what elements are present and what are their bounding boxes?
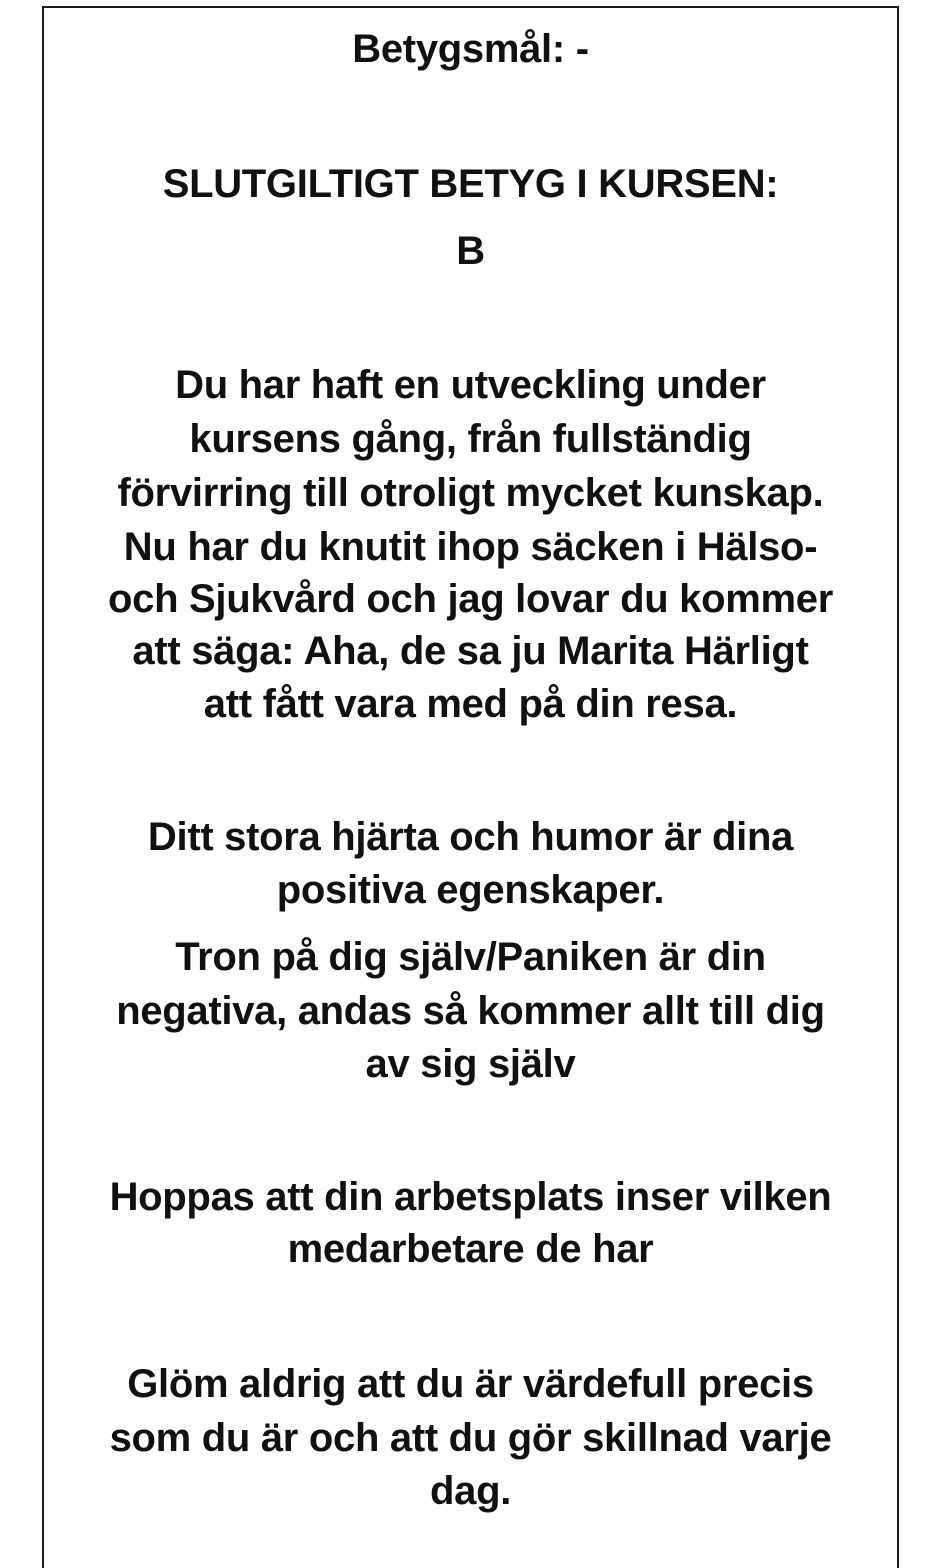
paragraph-1-line: och Sjukvård och jag lovar du kommer	[108, 577, 833, 621]
paragraph-1-line: förvirring till otroligt mycket kunskap.	[117, 471, 824, 515]
paragraph-1-line: kursens gång, från fullständig	[189, 417, 752, 461]
final-grade-value: B	[456, 229, 485, 273]
final-grade-heading: SLUTGILTIGT BETYG I KURSEN:	[162, 162, 779, 206]
paragraph-2-line: positiva egenskaper.	[276, 868, 665, 912]
paragraph-3-line: av sig själv	[365, 1042, 576, 1086]
paragraph-1-line: att säga: Aha, de sa ju Marita Härligt	[132, 629, 809, 673]
paragraph-3-line: Tron på dig själv/Paniken är din	[175, 935, 766, 979]
paragraph-1-line: att fått vara med på din resa.	[203, 682, 738, 726]
grade-goal: Betygsmål: -	[352, 27, 589, 71]
paragraph-1-line: Nu har du knutit ihop säcken i Hälso-	[123, 525, 818, 569]
paragraph-4-line: Hoppas att din arbetsplats inser vilken	[109, 1175, 832, 1219]
paragraph-4-line: medarbetare de har	[287, 1227, 654, 1271]
paragraph-2-line: Ditt stora hjärta och humor är dina	[147, 815, 794, 859]
paragraph-5-line: som du är och att du gör skillnad varje	[109, 1416, 832, 1460]
paragraph-3-line: negativa, andas så kommer allt till dig	[116, 989, 825, 1033]
paragraph-5-line: Glöm aldrig att du är värdefull precis	[127, 1362, 814, 1406]
paragraph-5-line: dag.	[429, 1469, 512, 1513]
paragraph-1-line: Du har haft en utveckling under	[175, 363, 766, 407]
